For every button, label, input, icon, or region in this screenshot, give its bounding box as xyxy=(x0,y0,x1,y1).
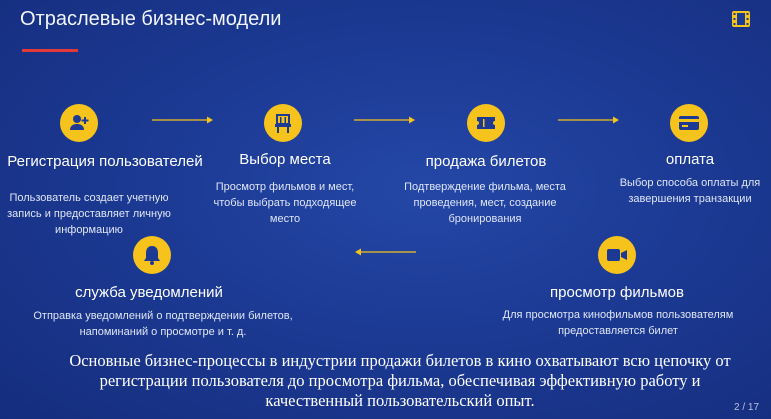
step-title-payment: оплата xyxy=(665,151,715,168)
summary-text: Основные бизнес-процессы в индустрии продажи билетов в кино охватывают всю цепочку от регистрации пользователя до просмотра фильма, обеспечивая эффективную работу и качественный пользовательский опыт. xyxy=(69,351,731,410)
step-desc-payment: Выбор способа оплаты для завершения транзакции xyxy=(619,177,761,205)
slide-title: Отраслевые бизнес-модели xyxy=(20,8,282,30)
step-desc-notifications: Отправка уведомлений о подтверждении билетов, напоминаний о просмотре и т. д. xyxy=(33,310,293,338)
step-desc-tickets: Подтверждение фильма, места проведения, мест, создание бронирования xyxy=(404,181,566,225)
title-underline xyxy=(22,49,78,52)
seat-icon xyxy=(264,104,302,142)
step-title-notifications: служба уведомлений xyxy=(75,284,223,301)
film-strip-icon xyxy=(731,9,751,29)
step-desc-seat: Просмотр фильмов и мест, чтобы выбрать подходящее место xyxy=(213,181,357,225)
ticket-icon xyxy=(467,104,505,142)
arrow-right-2 xyxy=(354,115,416,125)
arrow-right-1 xyxy=(152,115,214,125)
step-title-registration: Регистрация пользователей xyxy=(7,153,203,170)
user-add-icon xyxy=(60,104,98,142)
arrow-right-3 xyxy=(558,115,620,125)
arrow-left-1 xyxy=(354,247,416,257)
page-number: 2 / 17 xyxy=(734,402,760,413)
bell-icon xyxy=(133,236,171,274)
step-title-watching: просмотр фильмов xyxy=(550,284,684,301)
step-desc-watching: Для просмотра кинофильмов пользователям предоставляется билет xyxy=(502,309,734,337)
step-desc-registration: Пользователь создает учетную запись и предоставляет личную информацию xyxy=(7,192,171,236)
step-title-tickets: продажа билетов xyxy=(425,153,547,170)
step-title-seat: Выбор места xyxy=(239,151,331,168)
video-camera-icon xyxy=(598,236,636,274)
credit-card-icon xyxy=(670,104,708,142)
